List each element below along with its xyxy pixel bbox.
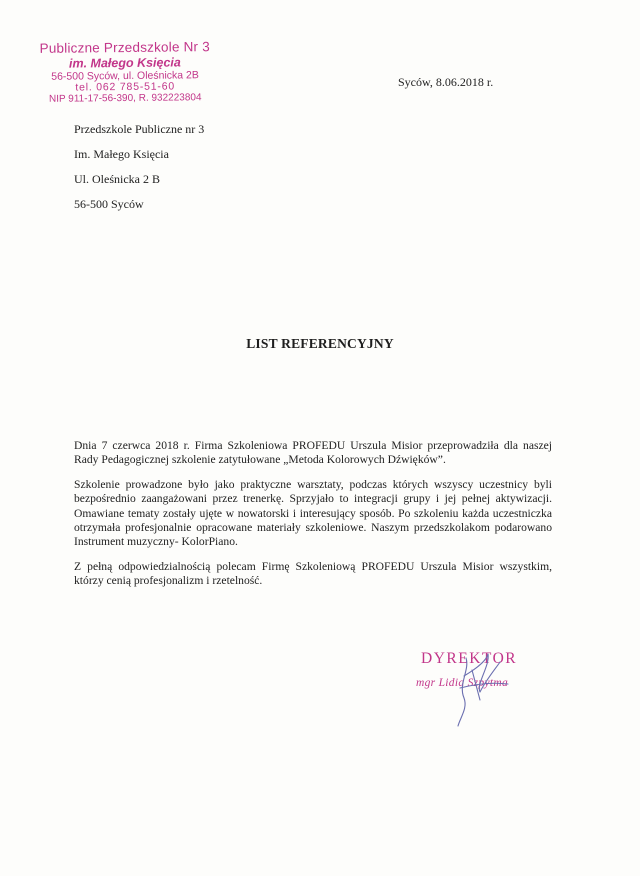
addressee-line: 56-500 Syców [74,197,144,211]
signature-title: DYREKTOR [421,650,518,667]
addressee-block [74,122,204,222]
stamp-line-4: tel. 062 785-51-60 [75,80,176,94]
stamp-line-1: Publiczne Przedszkole Nr 3 [39,39,210,56]
addressee-line: Przedszkole Publiczne nr 3 [74,122,205,136]
body-paragraph: Szkolenie prowadzone było jako praktyczne warsztaty, podczas których wszyscy uczestnicy byli bezpośrednio zaangażowani przez trenerkę. Sprzyjało to integracji grupy i jej pełnej aktywizacji. Omawiane tematy zostały ujęte w nowatorski i interesujący sposób. Po szkoleniu każda uczestniczka otrzymała profesjonalnie opracowane materiały szkoleniowe. Naszym przedszkolakom podarowano Instrument muzyczny- KolorPiano. [74,477,552,549]
body-paragraph: Dnia 7 czerwca 2018 r. Firma Szkoleniowa PROFEDU Urszula Misior przeprowadziła dla naszej Rady Pedagogicznej szkolenie zatytułowane „Metoda Kolorowych Dźwięków”. [74,439,552,467]
stamp-line-2: im. Małego Księcia [68,55,181,71]
institution-stamp [30,39,221,106]
signature-name: mgr Lidia Szpytma [416,677,508,689]
addressee-line: Ul. Oleśnicka 2 B [74,172,160,186]
stamp-line-3: 56-500 Syców, ul. Oleśnicka 2B [51,69,199,83]
letter-body [74,439,552,599]
handwritten-signature [430,640,540,730]
letter-title: LIST REFERENCYJNY [246,336,394,351]
addressee-line: Im. Małego Księcia [74,147,169,161]
letter-date: Syców, 8.06.2018 r. [398,75,494,89]
stamp-line-5: NIP 911-17-56-390, R. 932223804 [48,92,202,105]
body-paragraph: Z pełną odpowiedzialnością polecam Firmę Szkoleniową PROFEDU Urszula Misior wszystkim, którzy cenią profesjonalizm i rzetelność. [74,559,552,588]
